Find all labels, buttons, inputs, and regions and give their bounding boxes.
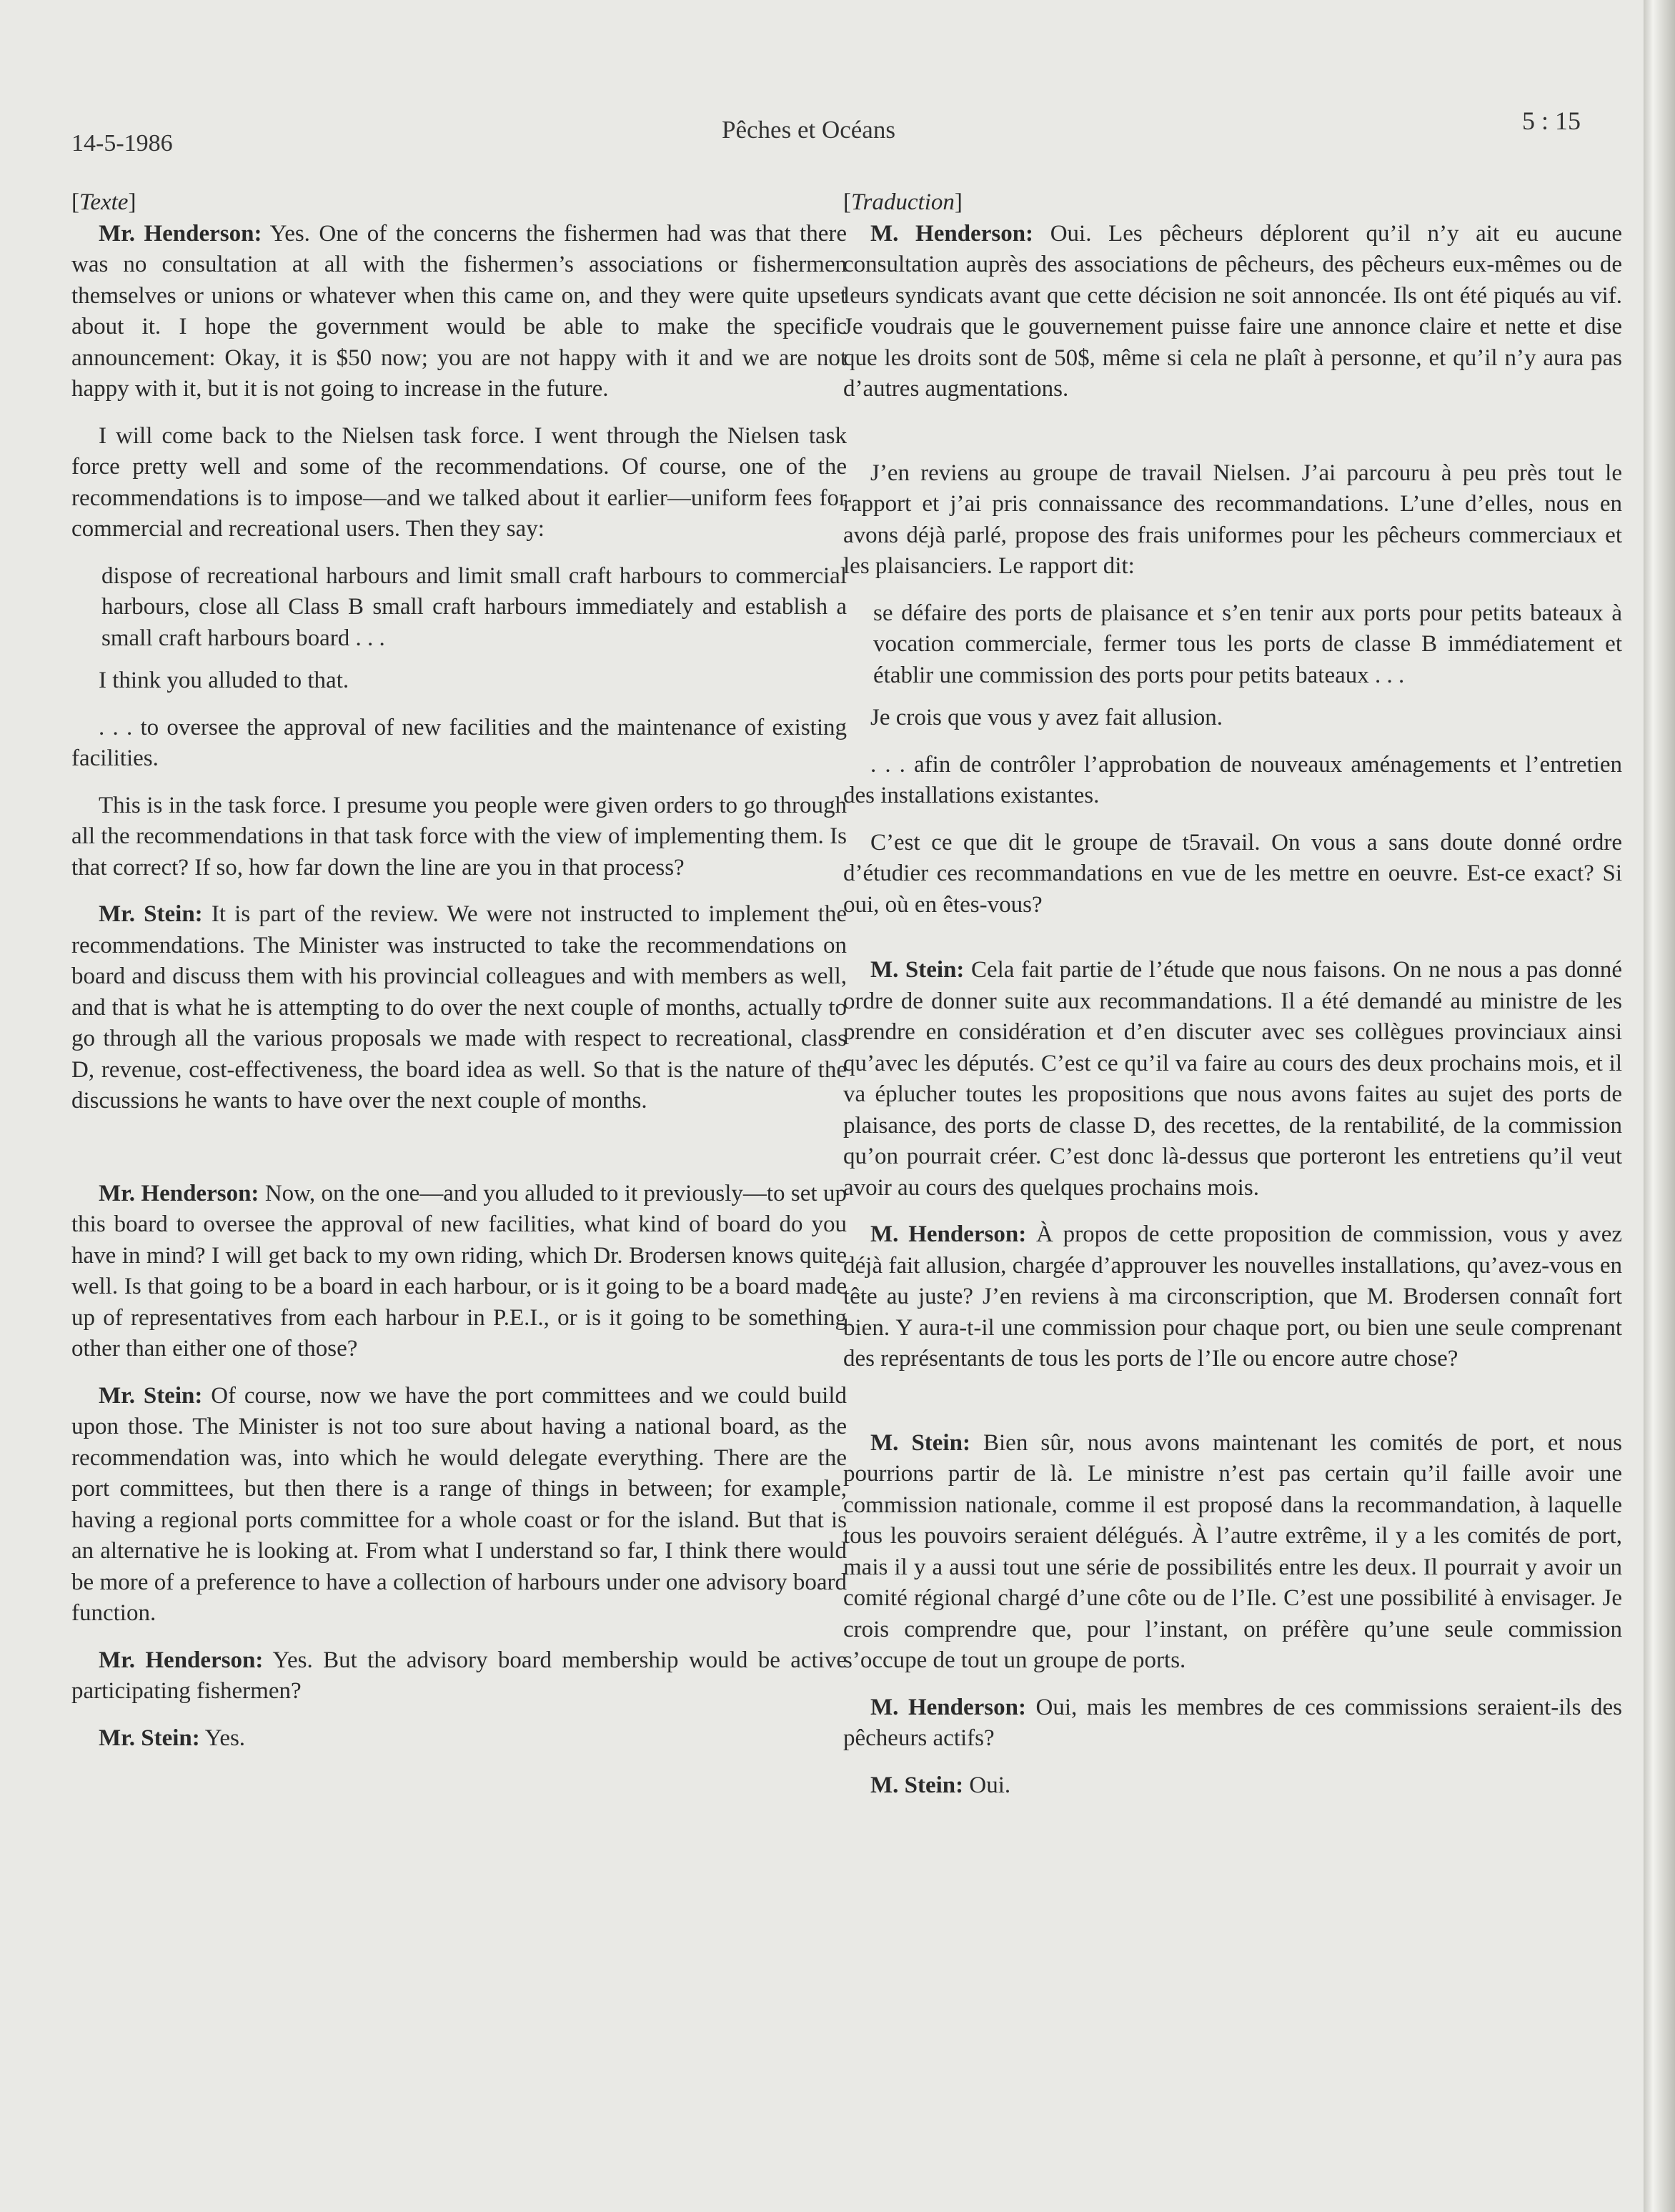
quotation: se défaire des ports de plaisance et s’en tenir aux ports pour petits bateaux à vocation commerciale, fermer tous les ports de classe B immédiatement et établir une commission des ports pour petits bateaux . . . [873, 600, 1622, 688]
french-label: [Traduction] [843, 189, 963, 215]
paragraph: I think you alluded to that. [99, 668, 349, 693]
speaker-name: M. Henderson: [870, 1694, 1026, 1720]
paragraph: Mr. Henderson: Yes. But the advisory board membership would be active participating fishermen? [71, 1647, 847, 1704]
paragraph: Je crois que vous y avez fait allusion. [870, 705, 1223, 730]
paragraph: I will come back to the Nielsen task force. I went through the Nielsen task force pretty well and some of the recommendations. Of course, one of the recommendations is to impose—and we talked about it earlier—uniform fees for commercial and recreational users. Then they say: [71, 422, 847, 542]
speaker-name: M. Henderson: [870, 1221, 1027, 1247]
speaker-name: Mr. Stein: [99, 1725, 200, 1751]
paragraph: M. Henderson: Oui, mais les membres de ces commissions seraient-ils des pêcheurs actifs? [843, 1694, 1622, 1751]
quotation: . . . to oversee the approval of new facilities and the maintenance of existing facilities. [71, 714, 847, 771]
page-edge [1644, 0, 1675, 2212]
paragraph: J’en reviens au groupe de travail Nielsen. J’ai parcouru à peu près tout le rapport et j’ai pris connaissance des recommandations. L’une d’elles, nous en avons déjà parlé, propose des frais uniformes pour les pêcheurs commerciaux et les plaisanciers. Le rapport dit: [843, 460, 1622, 579]
paragraph: M. Stein: Oui. [870, 1772, 1011, 1798]
page-title: Pêches et Océans [722, 116, 895, 144]
quotation: . . . afin de contrôler l’approbation de nouveaux aménagements et l’entretien des installations existantes. [843, 751, 1622, 808]
paragraph: This is in the task force. I presume you people were given orders to go through all the recommendations in that task force with the view of implementing them. Is that correct? If so, how far down the line are you in that process? [71, 792, 847, 881]
paragraph: Mr. Stein: It is part of the review. We were not instructed to implement the recommendations. The Minister was instructed to take the recommendations on board and discuss them with his provincial colleagues and with members as well, and that is what he is attempting to do over the next couple of months, actually to go through all the various proposals we made with respect to recreational, class D, revenue, cost-effectiveness, the board idea as well. So that is the nature of the discussions he wants to have over the next couple of months. [71, 901, 848, 1114]
paragraph: C’est ce que dit le groupe de t5ravail. On vous a sans doute donné ordre d’étudier ces recommandations en vue de les mettre en oeuvre. Est-ce exact? Si oui, où en êtes-vous? [843, 829, 1622, 918]
paragraph: Mr. Stein: Yes. [99, 1725, 246, 1751]
paragraph: M. Henderson: À propos de cette proposition de commission, vous y avez déjà fait allusion, chargée d’approuver les nouvelles installations, qu’avez-vous en tête au juste? J’en reviens à ma circonscription, que M. Brodersen connaît fort bien. Y aura-t-il une commission pour chaque port, ou bien une seule comprenant des représentants de tous les ports de l’Ile ou encore autre chose? [843, 1221, 1622, 1372]
french-column [843, 187, 1622, 1817]
paragraph: Mr. Henderson: Yes. One of the concerns the fishermen had was that there was no consultation at all with the fishermen’s associations or fishermen themselves or unions or whatever when this came on, and they were quite upset about it. I hope the government would be able to make the specific announcement: Okay, it is $50 now; you are not happy with it and we are not happy with it, but it is not going to increase in the future. [71, 220, 847, 402]
paragraph: M. Stein: Cela fait partie de l’étude que nous faisons. On ne nous a pas donné ordre de donner suite aux recommandations. Il a été demandé au ministre de les prendre en considération et d’en discuter avec ses collègues provinciaux ainsi qu’avec les députés. C’est ce qu’il va faire au cours des deux prochains mois, et il va éplucher toutes les propositions que nous avons faites au sujet des ports de plaisance, des ports de classe D, des recettes, de la rentabilité, de la commission qu’on pourrait créer. C’est donc là-dessus que porteront les entretiens qu’il veut avoir au cours des quelques prochains mois. [843, 957, 1622, 1201]
quotation: dispose of recreational harbours and limit small craft harbours to commercial harbours, close all Class B small craft harbours immediately and establish a small craft harbours board . . . [101, 562, 847, 651]
english-column [71, 187, 847, 1770]
paragraph: Mr. Stein: Of course, now we have the port committees and we could build upon those. The Minister is not too sure about having a national board, as the recommendation was, into which he would delegate everything. There are the port committees, but then there is a range of things in between; for example, having a regional ports committee for a whole coast or for the island. But that is an alternative he is looking at. From what I understand so far, I think there would be more of a preference to have a collection of harbours under one advisory board function. [71, 1382, 848, 1626]
paragraph: Mr. Henderson: Now, on the one—and you alluded to it previously—to set up this board to oversee the approval of new facilities, what kind of board do you have in mind? I will get back to my own riding, which Dr. Brodersen knows quite well. Is that going to be a board in each harbour, or is it going to be a board made up of representatives from each harbour in P.E.I., or is it going to be something other than either one of those? [71, 1180, 847, 1362]
speaker-name: M. Henderson: [870, 220, 1034, 247]
speaker-name: Mr. Henderson: [99, 220, 262, 247]
speaker-name: M. Stein: [870, 957, 965, 983]
speaker-name: Mr. Henderson: [99, 1647, 264, 1673]
speaker-name: Mr. Stein: [99, 1382, 203, 1409]
speaker-name: Mr. Stein: [99, 901, 203, 927]
paragraph: M. Stein: Bien sûr, nous avons maintenant les comités de port, et nous pourrions partir de là. Le ministre n’est pas certain qu’il faille avoir une commission nationale, comme il est proposé dans la recommandation, à laquelle tous les pouvoirs seraient délégués. À l’autre extrême, il y a les comités de port, mais il y a aussi tout une série de possibilités entre les deux. Il pourrait y avoir un comité régional chargé d’une côte ou de l’Ile. C’est une possibilité à envisager. Je crois comprendre que, pour l’instant, on préfère qu’une seule commission s’occupe de tout un groupe de ports. [843, 1429, 1622, 1673]
english-label: [Texte] [71, 189, 136, 215]
page-date: 14-5-1986 [71, 130, 173, 157]
speaker-name: Mr. Henderson: [99, 1180, 259, 1206]
speaker-name: M. Stein: [870, 1429, 970, 1456]
page-number: 5 : 15 [1522, 106, 1581, 135]
speaker-name: M. Stein: [870, 1772, 964, 1798]
paragraph: M. Henderson: Oui. Les pêcheurs déplorent qu’il n’y ait eu aucune consultation auprès des associations de pêcheurs, des pêcheurs eux-mêmes ou de leurs syndicats avant que cette décision ne soit annoncée. Ils ont été piqués au vif. Je voudrais que le gouvernement puisse faire une annonce claire et nette et dise que les droits sont de 50$, même si cela ne plaît à personne, et qu’il n’y aura pas d’autres augmentations. [843, 220, 1622, 402]
